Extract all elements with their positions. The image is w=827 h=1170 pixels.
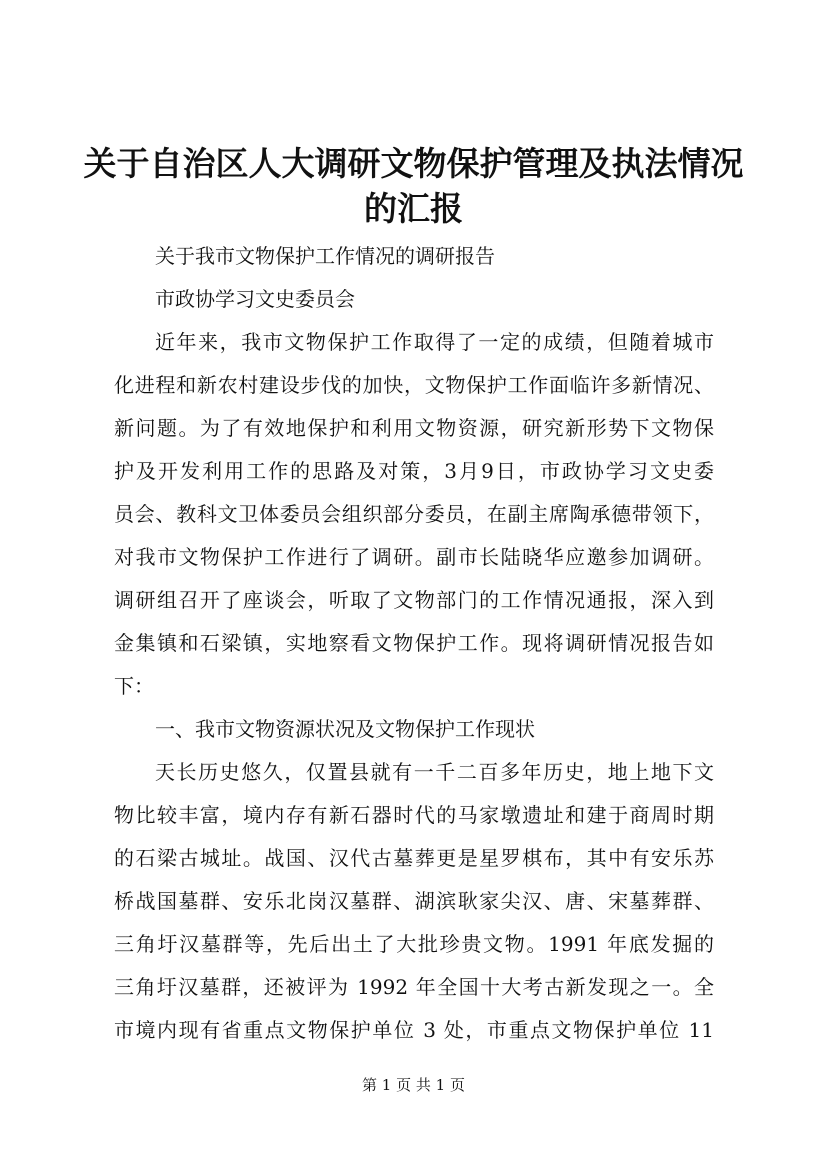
body-line: 关于我市文物保护工作情况的调研报告 [155,244,495,268]
body-line: 市境内现有省重点文物保护单位 3 处，市重点文物保护单位 11 [114,1018,714,1042]
body-line: 护及开发利用工作的思路及对策，3月9日，市政协学习文史委 [114,459,714,483]
body-line: 物比较丰富，境内存有新石器时代的马家墩遗址和建于商周时期 [114,803,714,827]
body-line: 天长历史悠久，仅置县就有一千二百多年历史，地上地下文 [155,760,714,784]
body-line: 三角圩汉墓群等，先后出土了大批珍贵文物。1991 年底发掘的 [114,932,714,956]
body-line: 市政协学习文史委员会 [155,287,355,311]
body-line: 三角圩汉墓群，还被评为 1992 年全国十大考古新发现之一。全 [114,975,714,999]
document-title-line-2: 的汇报 [364,189,463,228]
body-line: 调研组召开了座谈会，听取了文物部门的工作情况通报，深入到 [114,588,714,612]
body-line: 的石梁古城址。战国、汉代古墓葬更是星罗棋布，其中有安乐苏 [114,846,714,870]
page-number: 第 1 页 共 1 页 [362,1076,465,1094]
body-line: 对我市文物保护工作进行了调研。副市长陆晓华应邀参加调研。 [114,545,714,569]
body-line: 近年来，我市文物保护工作取得了一定的成绩，但随着城市 [155,330,714,354]
body-line: 金集镇和石梁镇，实地察看文物保护工作。现将调研情况报告如 [114,631,714,655]
body-line: 员会、教科文卫体委员会组织部分委员，在副主席陶承德带领下， [114,502,714,526]
body-line: 桥战国墓群、安乐北岗汉墓群、湖滨耿家尖汉、唐、宋墓葬群、 [114,889,714,913]
body-line: 化进程和新农村建设步伐的加快，文物保护工作面临许多新情况、 [114,373,714,397]
body-line: 新问题。为了有效地保护和利用文物资源，研究新形势下文物保 [114,416,714,440]
section-heading: 一、我市文物资源状况及文物保护工作现状 [155,717,535,741]
document-title-line-1: 关于自治区人大调研文物保护管理及执法情况 [83,144,744,183]
body-line: 下： [114,674,154,698]
